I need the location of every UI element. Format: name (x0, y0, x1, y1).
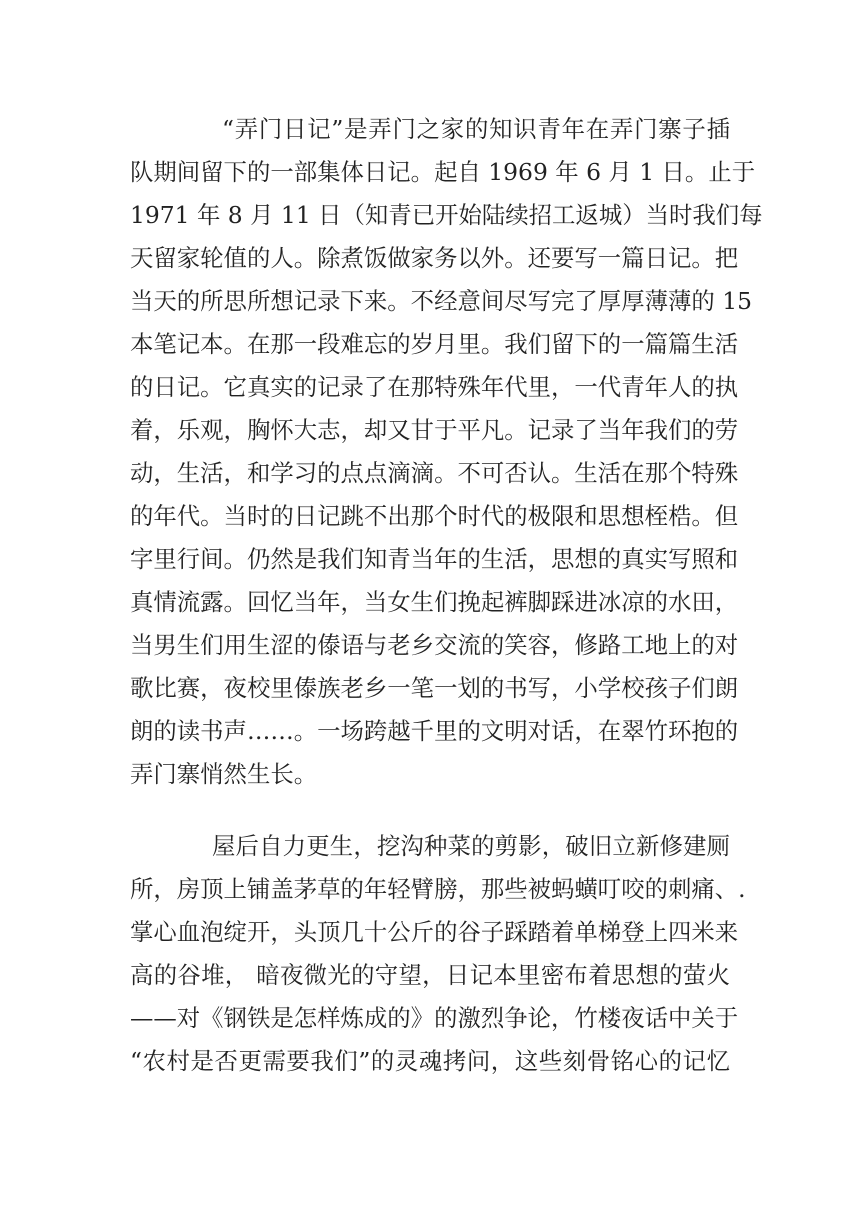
text-line: 队期间留下的一部集体日记。起自 1969 年 6 月 1 日。止于 (130, 158, 756, 186)
text-line: 弄门寨悄然生长。 (130, 760, 318, 788)
text-line: “弄门日记”是弄门之家的知识青年在弄门寨子插 (222, 115, 730, 143)
text-line: 动，生活，和学习的点点滴滴。不可否认。生活在那个特殊 (130, 459, 739, 487)
text-line: ——对《钢铁是怎样炼成的》的激烈争论，竹楼夜话中关于 (130, 1004, 739, 1032)
text-line: 的年代。当时的日记跳不出那个时代的极限和思想桎梏。但 (130, 502, 739, 530)
text-line: 的日记。它真实的记录了在那特殊年代里，一代青年人的执 (130, 373, 739, 401)
text-line: 屋后自力更生，挖沟种菜的剪影，破旧立新修建厕 (212, 832, 730, 860)
text-line: 天留家轮值的人。除煮饭做家务以外。还要写一篇日记。把 (130, 244, 739, 272)
text-line: 高的谷堆， 暗夜微光的守望，日记本里密布着思想的萤火 (130, 961, 730, 989)
text-line: 1971 年 8 月 11 日（知青已开始陆续招工返城）当时我们每 (130, 201, 763, 229)
text-line: 所，房顶上铺盖茅草的年轻臂膀，那些被蚂蟥叮咬的刺痛、. (130, 875, 746, 903)
text-line: 着，乐观，胸怀大志，却又甘于平凡。记录了当年我们的劳 (130, 416, 739, 444)
text-line: 当天的所思所想记录下来。不经意间尽写完了厚厚薄薄的 15 (130, 287, 752, 315)
text-line: 掌心血泡绽开，头顶几十公斤的谷子踩踏着单梯登上四米来 (130, 918, 739, 946)
text-line: 歌比赛，夜校里傣族老乡一笔一划的书写，小学校孩子们朗 (130, 674, 739, 702)
text-line: 朗的读书声……。一场跨越千里的文明对话，在翠竹环抱的 (130, 717, 739, 745)
text-line: “农村是否更需要我们”的灵魂拷问，这些刻骨铭心的记忆 (130, 1047, 730, 1075)
text-line: 本笔记本。在那一段难忘的岁月里。我们留下的一篇篇生活 (130, 330, 739, 358)
text-line: 真情流露。回忆当年，当女生们挽起裤脚踩进冰凉的水田， (130, 588, 739, 616)
text-line: 字里行间。仍然是我们知青当年的生活，思想的真实写照和 (130, 545, 739, 573)
text-line: 当男生们用生涩的傣语与老乡交流的笑容，修路工地上的对 (130, 631, 739, 659)
